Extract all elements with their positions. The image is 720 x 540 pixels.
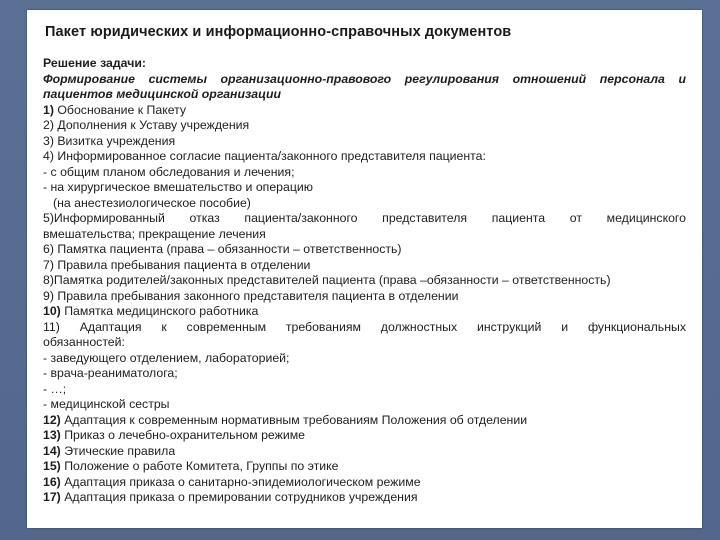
list-item-16 xyxy=(43,475,686,491)
item-text: Памятка медицинского работника xyxy=(60,304,259,318)
item-number: 10) xyxy=(43,304,61,318)
list-subitem-11c: - …; xyxy=(43,381,67,396)
list-item-6: 6) Памятка пациента (права – обязанности – ответственность) xyxy=(43,242,402,256)
slide-content xyxy=(43,56,686,506)
slide-title: Пакет юридических и информационно-справочных документов xyxy=(45,24,512,40)
item-text: Приказ о лечебно-охранительном режиме xyxy=(60,428,306,442)
list-item-2: 2) Дополнения к Уставу учреждения xyxy=(43,118,250,132)
list-subitem-11b: - врача-реаниматолога; xyxy=(43,366,178,380)
item-text: Адаптация к современным нормативным требованиям Положения об отделении xyxy=(60,412,528,427)
item-number: 17) xyxy=(43,490,61,504)
item-text: Обоснование к Пакету xyxy=(53,102,187,117)
item-text: Адаптация приказа о премировании сотрудников учреждения xyxy=(60,490,418,504)
item-number: 15) xyxy=(43,459,61,473)
item-number: 12) xyxy=(43,412,61,427)
list-item-17 xyxy=(43,490,686,506)
list-subitem-4b: - на хирургическое вмешательство и операцию xyxy=(43,180,313,194)
list-subitem-11d: - медицинской сестры xyxy=(43,397,170,411)
list-item-11: 11) Адаптация к современным требованиям должностных инструкций и функциональных xyxy=(43,319,686,334)
list-item-15 xyxy=(43,459,686,475)
list-item-8: 8)Памятка родителей/законных представителей пациента (права –обязанности – ответственность) xyxy=(43,273,611,287)
list-item-9: 9) Правила пребывания законного представителя пациента в отделении xyxy=(43,288,459,303)
list-item-14 xyxy=(43,444,686,460)
list-item-5: 5)Информированный отказ пациента/законного представителя пациента от медицинского xyxy=(43,211,686,225)
list-item-3: 3) Визитка учреждения xyxy=(43,133,176,148)
list-item-11-continuation: обязанностей: xyxy=(43,335,125,349)
list-subitem-4a: - с общим планом обследования и лечения; xyxy=(43,164,295,179)
slide xyxy=(27,10,702,528)
item-number: 1) xyxy=(43,102,54,117)
list-item-10 xyxy=(43,304,686,320)
list-item-7: 7) Правила пребывания пациента в отделении xyxy=(43,257,311,272)
list-item-1 xyxy=(43,103,686,119)
list-item-5-continuation: вмешательства; прекращение лечения xyxy=(43,226,266,241)
list-subitem-4c: (на анестезиологическое пособие) xyxy=(53,195,251,210)
list-item-13 xyxy=(43,428,686,444)
item-number: 16) xyxy=(43,474,61,489)
item-number: 13) xyxy=(43,428,61,442)
item-text: Адаптация приказа о санитарно-эпидемиологическом режиме xyxy=(60,474,421,489)
task-description: Формирование системы организационно-правового регулирования отношений персонала и пациентов медицинской организации xyxy=(43,71,686,101)
task-heading: Решение задачи: xyxy=(43,56,146,70)
item-text: Этические правила xyxy=(60,443,176,458)
item-text: Положение о работе Комитета, Группы по этике xyxy=(60,459,339,473)
item-number: 14) xyxy=(43,443,61,458)
list-item-12 xyxy=(43,413,686,429)
list-item-4: 4) Информированное согласие пациента/законного представителя пациента: xyxy=(43,149,486,163)
list-subitem-11a: - заведующего отделением, лабораторией; xyxy=(43,350,290,365)
